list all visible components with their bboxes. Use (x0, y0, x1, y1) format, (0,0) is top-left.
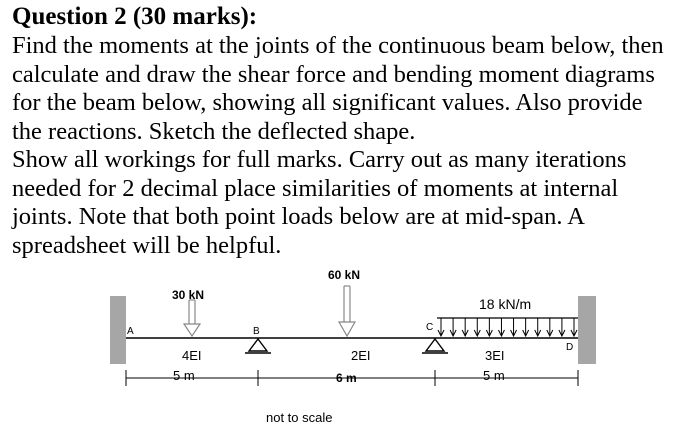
question-line-1: Find the moments at the joints of the continuous beam below, then (12, 32, 664, 59)
beam-diagram (0, 262, 700, 430)
fixed-support-left (110, 296, 126, 364)
question-line-4: the reactions. Sketch the deflected shape. (12, 117, 416, 145)
question-line-6: needed for 2 decimal place similarities of moments at internal (12, 174, 619, 202)
udl-load (437, 318, 578, 336)
span-2-stiffness: 2EI (351, 348, 371, 363)
point-load-label-1: 30 kN (172, 288, 205, 302)
question-line-2: calculate and draw the shear force and bending moment diagrams (12, 60, 655, 88)
point-load-label-2: 60 kN (328, 268, 361, 282)
span-1-stiffness: 4EI (182, 348, 202, 363)
pin-support-b (245, 339, 271, 353)
span-3-stiffness: 3EI (485, 348, 505, 363)
scale-note: not to scale (266, 410, 333, 425)
point-load-arrow-1 (184, 300, 200, 336)
question-line-8: spreadsheet will be helpful. (12, 231, 282, 259)
question-line-3: for the beam below, showing all significant values. Also provide (12, 89, 643, 116)
node-label-a: A (127, 326, 134, 337)
point-load-arrow-2 (339, 286, 355, 336)
beam-figure (0, 262, 700, 430)
question-title: Question 2 (30 marks): (12, 3, 258, 30)
node-label-d: D (566, 342, 574, 353)
span-2-length: 6 m (336, 371, 357, 385)
node-label-c: C (426, 322, 434, 333)
pin-support-c (422, 339, 448, 353)
node-label-b: B (253, 326, 260, 337)
question-block (12, 2, 692, 260)
fixed-support-right (578, 296, 596, 364)
span-3-length: 5 m (483, 368, 505, 383)
span-1-length: 5 m (173, 368, 195, 383)
question-line-5: Show all workings for full marks. Carry out as many iterations (12, 146, 627, 173)
udl-label: 18 kN/m (479, 296, 532, 312)
question-line-7: joints. Note that both point loads below are at mid-span. A (12, 203, 585, 230)
